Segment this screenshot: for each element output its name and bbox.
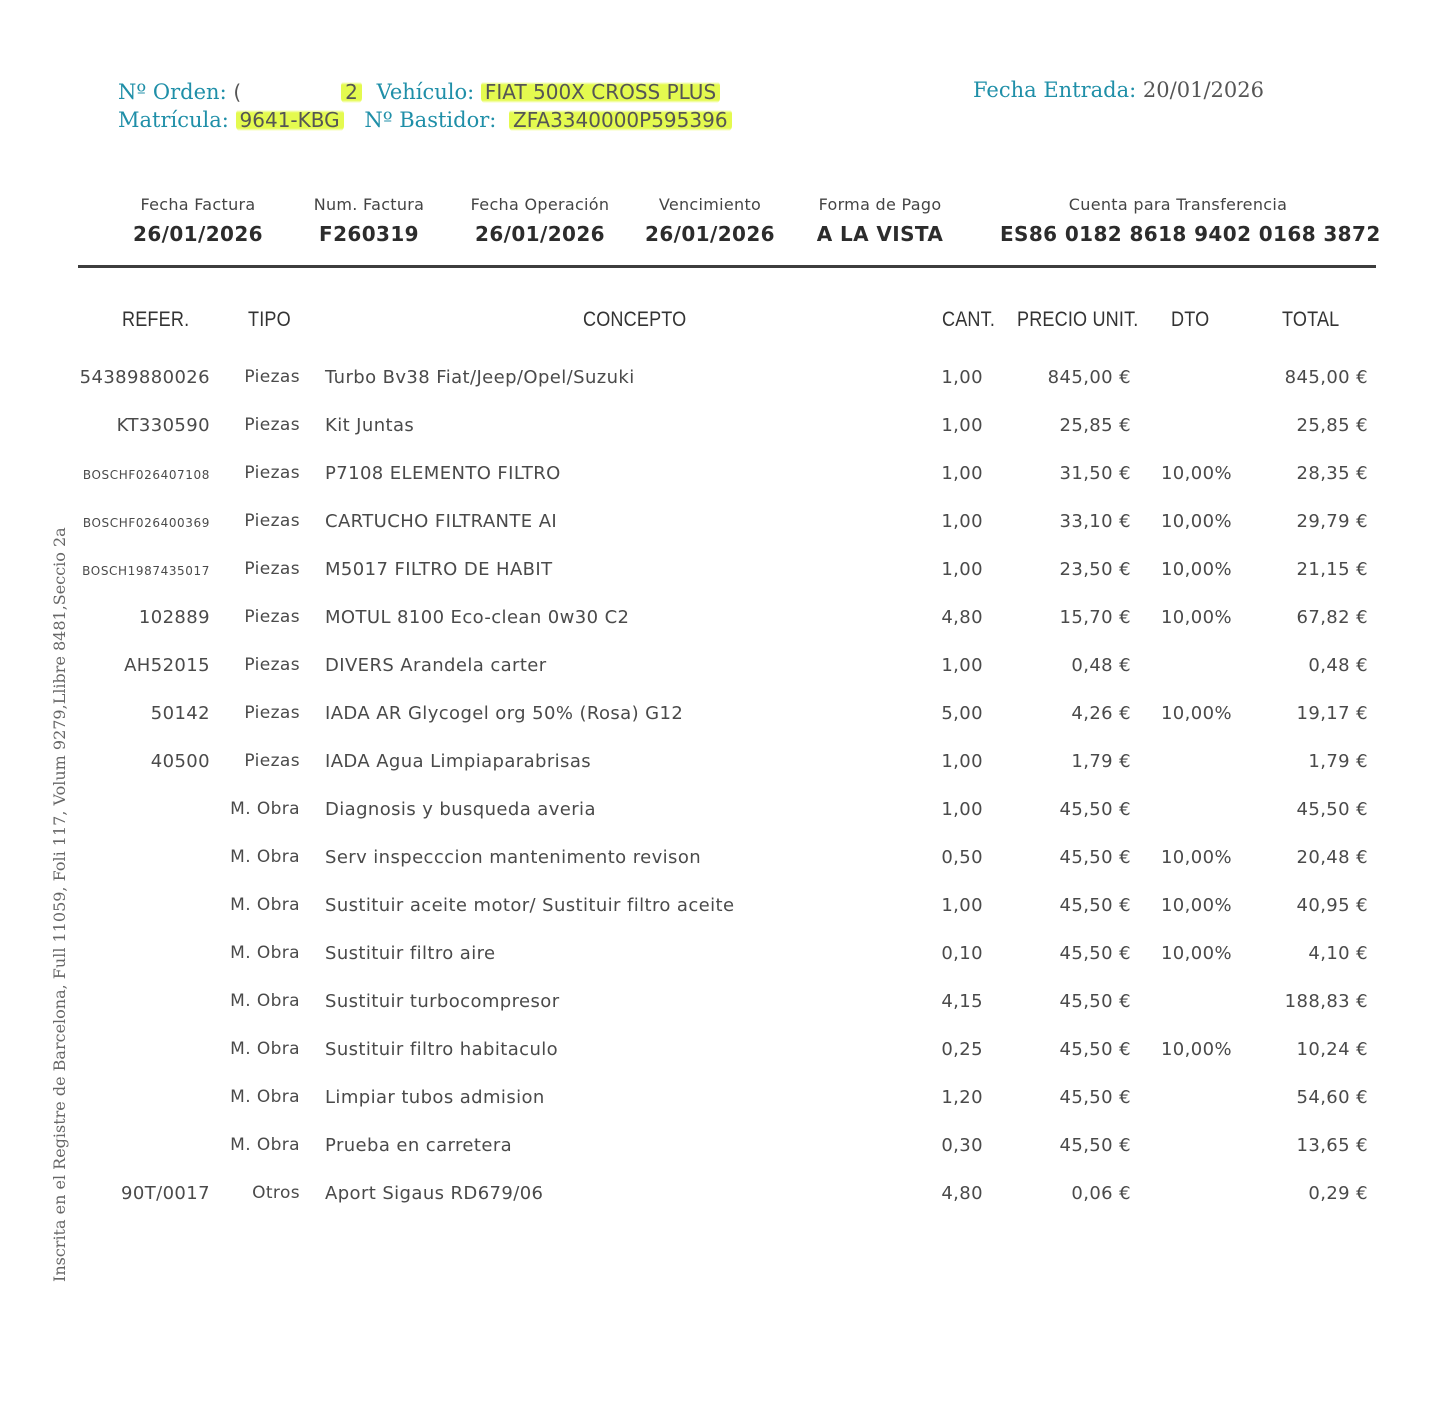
row-concepto: Serv inspecccion mantenimento revison	[325, 847, 702, 868]
info-cuenta-transferencia	[1000, 195, 1381, 246]
row-total: 25,85 €	[1296, 415, 1368, 436]
row-total: 54,60 €	[1296, 1087, 1368, 1108]
col-header-tipo: TIPO	[248, 308, 291, 331]
row-concepto: P7108 ELEMENTO FILTRO	[325, 463, 561, 484]
info-label: Vencimiento	[658, 195, 762, 214]
row-precio-unit: 45,50 €	[1059, 943, 1131, 964]
table-row	[0, 847, 1440, 895]
row-refer: 90T/0017	[121, 1183, 210, 1204]
row-tipo: M. Obra	[230, 1039, 300, 1059]
row-total: 13,65 €	[1296, 1135, 1368, 1156]
header-divider	[78, 265, 1376, 268]
row-tipo: Piezas	[244, 463, 300, 483]
vehiculo-value: FIAT 500X CROSS PLUS	[481, 80, 720, 104]
col-header-dto: DTO	[1171, 308, 1210, 331]
row-concepto: Kit Juntas	[325, 415, 415, 436]
row-dto: 10,00%	[1160, 511, 1232, 532]
row-total: 45,50 €	[1296, 799, 1368, 820]
info-value: 26/01/2026	[133, 222, 263, 246]
row-cant: 5,00	[941, 703, 983, 724]
row-tipo: Piezas	[244, 655, 300, 675]
row-dto: 10,00%	[1160, 559, 1232, 580]
row-cant: 1,00	[941, 415, 983, 436]
row-cant: 4,80	[941, 607, 983, 628]
row-tipo: M. Obra	[230, 943, 300, 963]
row-dto: 10,00%	[1160, 703, 1232, 724]
row-dto: 10,00%	[1160, 847, 1232, 868]
col-header-refer: REFER.	[122, 308, 190, 331]
row-concepto: IADA AR Glycogel org 50% (Rosa) G12	[325, 703, 684, 724]
row-precio-unit: 0,06 €	[1071, 1183, 1131, 1204]
row-refer: KT330590	[116, 415, 210, 436]
row-precio-unit: 45,50 €	[1059, 1039, 1131, 1060]
header-line-2	[118, 108, 732, 132]
row-concepto: Sustituir filtro habitaculo	[325, 1039, 559, 1060]
row-total: 29,79 €	[1296, 511, 1368, 532]
row-total: 845,00 €	[1284, 367, 1368, 388]
table-row	[0, 1087, 1440, 1135]
table-row	[0, 1135, 1440, 1183]
table-row	[0, 895, 1440, 943]
row-cant: 1,00	[941, 751, 983, 772]
col-header-cant: CANT.	[942, 308, 996, 331]
row-precio-unit: 45,50 €	[1059, 799, 1131, 820]
row-dto: 10,00%	[1160, 607, 1232, 628]
info-value: 26/01/2026	[645, 222, 775, 246]
row-total: 28,35 €	[1296, 463, 1368, 484]
row-concepto: CARTUCHO FILTRANTE AI	[325, 511, 558, 532]
row-tipo: Piezas	[244, 703, 300, 723]
row-cant: 1,20	[941, 1087, 983, 1108]
row-tipo: M. Obra	[230, 799, 300, 819]
row-tipo: M. Obra	[230, 847, 300, 867]
row-tipo: Piezas	[244, 751, 300, 771]
row-tipo: M. Obra	[230, 895, 300, 915]
row-dto: 10,00%	[1160, 943, 1232, 964]
row-concepto: M5017 FILTRO DE HABIT	[325, 559, 553, 580]
table-row	[0, 703, 1440, 751]
row-refer: 54389880026	[79, 367, 210, 388]
row-precio-unit: 45,50 €	[1059, 895, 1131, 916]
table-row	[0, 511, 1440, 559]
row-total: 4,10 €	[1308, 943, 1368, 964]
row-concepto: Sustituir turbocompresor	[325, 991, 560, 1012]
matricula-label: Matrícula:	[118, 108, 229, 132]
row-dto: 10,00%	[1160, 463, 1232, 484]
table-row	[0, 415, 1440, 463]
info-value: A LA VISTA	[816, 222, 944, 246]
table-row	[0, 991, 1440, 1039]
table-row	[0, 559, 1440, 607]
fecha-entrada-label: Fecha Entrada:	[973, 78, 1137, 102]
row-total: 67,82 €	[1296, 607, 1368, 628]
bastidor-value: ZFA3340000P595396	[509, 108, 732, 132]
table-row	[0, 655, 1440, 703]
row-tipo: Otros	[252, 1183, 300, 1203]
row-concepto: Diagnosis y busqueda averia	[325, 799, 596, 820]
row-concepto: Aport Sigaus RD679/06	[325, 1183, 544, 1204]
row-precio-unit: 45,50 €	[1059, 1135, 1131, 1156]
info-fecha-factura	[118, 195, 278, 246]
info-label: Cuenta para Transferencia	[1068, 195, 1288, 214]
row-cant: 0,30	[941, 1135, 983, 1156]
row-precio-unit: 45,50 €	[1059, 1087, 1131, 1108]
row-cant: 1,00	[941, 799, 983, 820]
row-cant: 0,50	[941, 847, 983, 868]
row-total: 40,95 €	[1296, 895, 1368, 916]
row-precio-unit: 31,50 €	[1059, 463, 1131, 484]
info-label: Fecha Factura	[140, 195, 256, 214]
row-cant: 4,15	[941, 991, 983, 1012]
row-cant: 4,80	[941, 1183, 983, 1204]
row-concepto: Turbo Bv38 Fiat/Jeep/Opel/Suzuki	[325, 367, 635, 388]
row-tipo: Piezas	[244, 415, 300, 435]
row-total: 188,83 €	[1284, 991, 1368, 1012]
row-refer: BOSCHF026400369	[82, 516, 210, 530]
row-total: 19,17 €	[1296, 703, 1368, 724]
row-total: 21,15 €	[1296, 559, 1368, 580]
row-cant: 1,00	[941, 895, 983, 916]
table-row	[0, 367, 1440, 415]
info-value: 26/01/2026	[475, 222, 605, 246]
row-precio-unit: 23,50 €	[1059, 559, 1131, 580]
info-label: Forma de Pago	[818, 195, 942, 214]
row-cant: 1,00	[941, 511, 983, 532]
info-label: Num. Factura	[313, 195, 425, 214]
bastidor-label: Nº Bastidor:	[364, 108, 497, 132]
row-refer: AH52015	[124, 655, 210, 676]
col-header-precio-unit: PRECIO UNIT.	[1017, 308, 1139, 331]
table-row	[0, 751, 1440, 799]
row-dto: 10,00%	[1160, 1039, 1232, 1060]
row-precio-unit: 45,50 €	[1059, 847, 1131, 868]
table-row	[0, 799, 1440, 847]
row-precio-unit: 15,70 €	[1059, 607, 1131, 628]
fecha-entrada	[973, 78, 1264, 102]
info-value: F260319	[319, 222, 419, 246]
row-tipo: M. Obra	[230, 991, 300, 1011]
row-precio-unit: 25,85 €	[1059, 415, 1131, 436]
row-tipo: Piezas	[244, 367, 300, 387]
row-tipo: M. Obra	[230, 1135, 300, 1155]
row-refer: BOSCHF026407108	[82, 468, 210, 482]
row-tipo: Piezas	[244, 607, 300, 627]
row-refer: 102889	[138, 607, 210, 628]
orden-redaction	[241, 83, 341, 105]
row-concepto: MOTUL 8100 Eco-clean 0w30 C2	[325, 607, 630, 628]
row-cant: 0,25	[941, 1039, 983, 1060]
table-row	[0, 1183, 1440, 1231]
row-total: 0,48 €	[1308, 655, 1368, 676]
row-precio-unit: 0,48 €	[1071, 655, 1131, 676]
row-concepto: Limpiar tubos admision	[325, 1087, 545, 1108]
col-header-total: TOTAL	[1282, 308, 1340, 331]
row-cant: 0,10	[941, 943, 983, 964]
row-precio-unit: 1,79 €	[1071, 751, 1131, 772]
row-tipo: Piezas	[244, 559, 300, 579]
row-tipo: Piezas	[244, 511, 300, 531]
registry-note: Inscrita en el Registre de Barcelona, Full 11059, Foli 117, Volum 9279,Llibre 8481,Seccio 2a	[50, 527, 69, 1282]
row-concepto: DIVERS Arandela carter	[325, 655, 547, 676]
info-value: ES86 0182 8618 9402 0168 3872	[1000, 222, 1381, 246]
orden-value-end: 2	[341, 80, 362, 104]
row-precio-unit: 4,26 €	[1071, 703, 1131, 724]
row-precio-unit: 45,50 €	[1059, 991, 1131, 1012]
row-total: 1,79 €	[1308, 751, 1368, 772]
table-row	[0, 1039, 1440, 1087]
table-row	[0, 463, 1440, 511]
row-cant: 1,00	[941, 655, 983, 676]
row-concepto: Sustituir aceite motor/ Sustituir filtro aceite	[325, 895, 735, 916]
vehiculo-label: Vehículo:	[376, 80, 475, 104]
table-row	[0, 607, 1440, 655]
row-total: 0,29 €	[1308, 1183, 1368, 1204]
row-precio-unit: 845,00 €	[1047, 367, 1131, 388]
matricula-value: 9641-KBG	[236, 108, 344, 132]
row-dto: 10,00%	[1160, 895, 1232, 916]
row-cant: 1,00	[941, 463, 983, 484]
fecha-entrada-value: 20/01/2026	[1142, 78, 1264, 102]
row-tipo: M. Obra	[230, 1087, 300, 1107]
table-row	[0, 943, 1440, 991]
info-forma-pago	[800, 195, 960, 246]
orden-label: Nº Orden:	[118, 80, 227, 104]
info-vencimiento	[635, 195, 785, 246]
row-concepto: IADA Agua Limpiaparabrisas	[325, 751, 592, 772]
row-refer: 50142	[150, 703, 210, 724]
row-total: 20,48 €	[1296, 847, 1368, 868]
row-refer: BOSCH1987435017	[82, 564, 210, 578]
row-concepto: Sustituir filtro aire	[325, 943, 496, 964]
row-refer: 40500	[150, 751, 210, 772]
info-label: Fecha Operación	[470, 195, 610, 214]
col-header-concepto: CONCEPTO	[583, 308, 687, 331]
row-cant: 1,00	[941, 367, 983, 388]
row-concepto: Prueba en carretera	[325, 1135, 513, 1156]
row-cant: 1,00	[941, 559, 983, 580]
vehicle-header	[0, 0, 1440, 150]
orden-value-start: (	[233, 80, 242, 104]
info-num-factura	[294, 195, 444, 246]
row-total: 10,24 €	[1296, 1039, 1368, 1060]
info-fecha-operacion	[455, 195, 625, 246]
row-precio-unit: 33,10 €	[1059, 511, 1131, 532]
header-line-1	[118, 80, 720, 105]
